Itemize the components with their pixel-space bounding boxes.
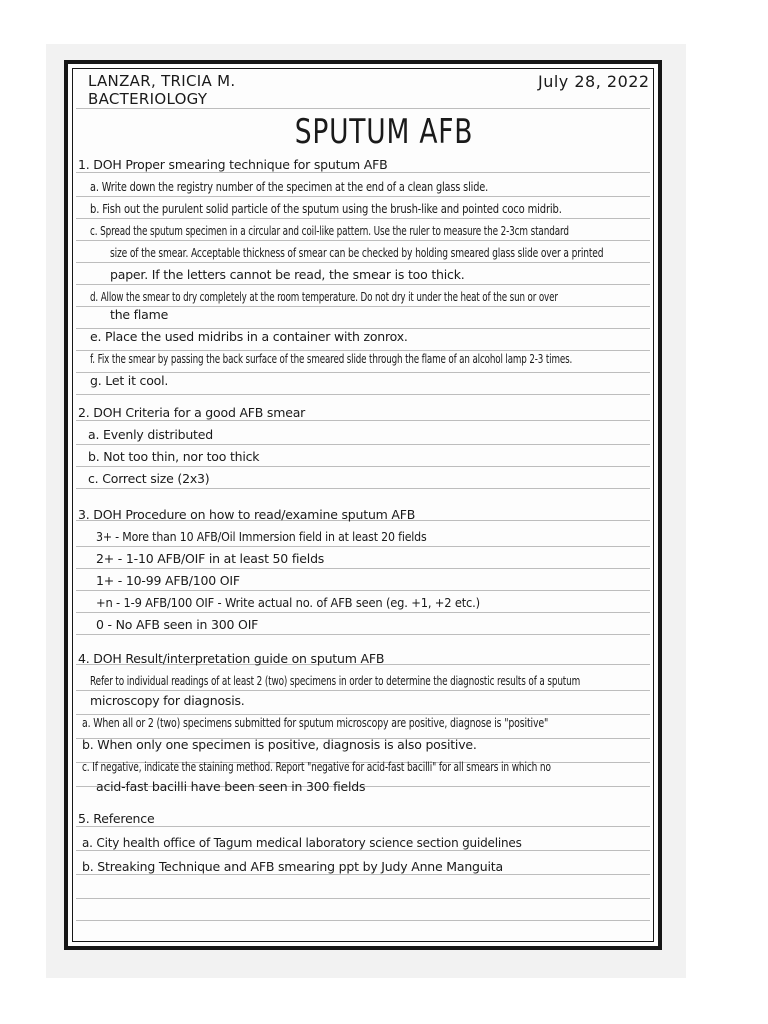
section-4-heading: 4. DOH Result/interpretation guide on sputum AFB — [78, 651, 385, 666]
ruled-line — [76, 172, 650, 173]
ruled-line — [76, 546, 650, 547]
section-3-item: 2+ - 1-10 AFB/OIF in at least 50 fields — [96, 551, 325, 566]
ruled-line — [76, 590, 650, 591]
section-4-item: b. When only one specimen is positive, diagnosis is also positive. — [82, 737, 477, 752]
page-title: SPUTUM AFB — [294, 112, 474, 152]
ruled-line — [76, 196, 650, 197]
section-1-item: paper. If the letters cannot be read, the smear is too thick. — [110, 267, 465, 282]
section-2-item: c. Correct size (2x3) — [88, 471, 210, 486]
ruled-line — [76, 568, 650, 569]
ruled-line — [76, 488, 650, 489]
section-3-item: +n - 1-9 AFB/100 OIF - Write actual no. of AFB seen (eg. +1, +2 etc.) — [96, 595, 480, 610]
student-name: LANZAR, TRICIA M. — [88, 72, 236, 90]
ruled-line — [76, 690, 650, 691]
section-3-item: 3+ - More than 10 AFB/Oil Immersion field in at least 20 fields — [96, 529, 427, 544]
section-4-item: acid-fast bacilli have been seen in 300 fields — [96, 779, 366, 794]
section-4-item: c. If negative, indicate the staining method. Report "negative for acid-fast bacilli" for all smears in which no — [82, 759, 551, 774]
section-1-item: size of the smear. Acceptable thickness of smear can be checked by holding smeared glass slide over a printed — [110, 245, 604, 260]
section-3-heading: 3. DOH Procedure on how to read/examine sputum AFB — [78, 507, 416, 522]
section-1-item: c. Spread the sputum specimen in a circular and coil-like pattern. Use the ruler to measure the 2-3cm standard — [90, 223, 569, 238]
section-5-heading: 5. Reference — [78, 811, 155, 826]
section-1-item: b. Fish out the purulent solid particle of the sputum using the brush-like and pointed coco midrib. — [90, 201, 562, 216]
page-inner-border — [72, 68, 654, 942]
ruled-line — [76, 874, 650, 875]
ruled-line — [76, 850, 650, 851]
ruled-line — [76, 240, 650, 241]
section-2-heading: 2. DOH Criteria for a good AFB smear — [78, 405, 306, 420]
ruled-line — [76, 284, 650, 285]
section-1-item: f. Fix the smear by passing the back surface of the smeared slide through the flame of an alcohol lamp 2-3 times. — [90, 351, 573, 366]
section-1-item: g. Let it cool. — [90, 373, 169, 388]
section-4-item: Refer to individual readings of at least 2 (two) specimens in order to determine the diagnostic results of a sputum — [90, 673, 581, 688]
ruled-line — [76, 612, 650, 613]
ruled-line — [76, 634, 650, 635]
ruled-line — [76, 108, 650, 109]
section-3-item: 0 - No AFB seen in 300 OIF — [96, 617, 259, 632]
date: July 28, 2022 — [538, 72, 650, 91]
ruled-line — [76, 444, 650, 445]
section-1-item: d. Allow the smear to dry completely at the room temperature. Do not dry it under the heat of the sun or over — [90, 289, 558, 304]
section-2-item: a. Evenly distributed — [88, 427, 213, 442]
ruled-line — [76, 394, 650, 395]
section-3-item: 1+ - 10-99 AFB/100 OIF — [96, 573, 240, 588]
ruled-line — [76, 898, 650, 899]
ruled-line — [76, 466, 650, 467]
ruled-line — [76, 920, 650, 921]
section-4-item: microscopy for diagnosis. — [90, 693, 245, 708]
ruled-line — [76, 218, 650, 219]
ruled-line — [76, 826, 650, 827]
section-4-item: a. When all or 2 (two) specimens submitted for sputum microscopy are positive, diagnose is "positive" — [82, 715, 549, 730]
ruled-line — [76, 262, 650, 263]
section-1-item: a. Write down the registry number of the specimen at the end of a clean glass slide. — [90, 179, 489, 194]
section-5-item: b. Streaking Technique and AFB smearing ppt by Judy Anne Manguita — [82, 859, 503, 874]
ruled-line — [76, 420, 650, 421]
section-2-item: b. Not too thin, nor too thick — [88, 449, 260, 464]
section-1-item: the flame — [110, 307, 169, 322]
section-1-item: e. Place the used midribs in a container with zonrox. — [90, 329, 408, 344]
subject-label: BACTERIOLOGY — [88, 90, 208, 108]
section-5-item: a. City health office of Tagum medical laboratory science section guidelines — [82, 835, 522, 850]
section-1-heading: 1. DOH Proper smearing technique for sputum AFB — [78, 157, 388, 172]
